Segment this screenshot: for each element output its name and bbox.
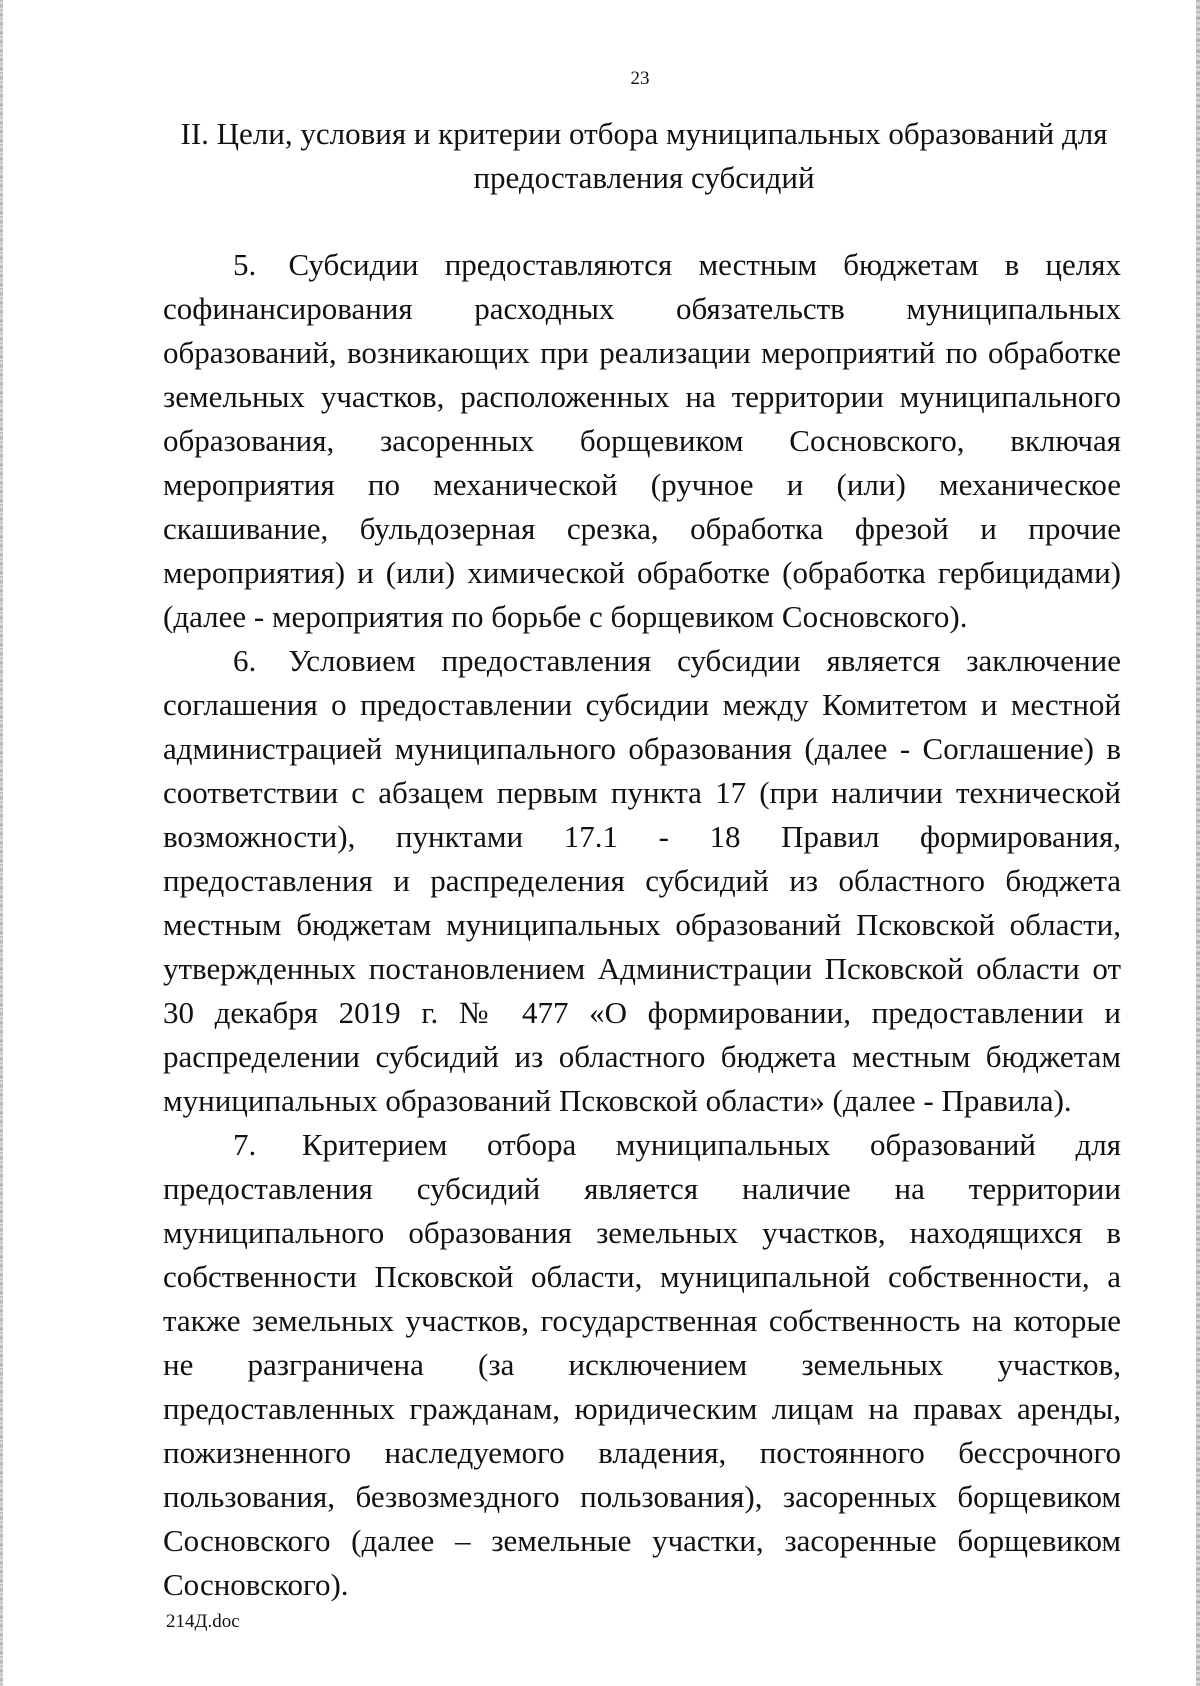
page-number: 23 bbox=[630, 68, 650, 89]
section-title bbox=[163, 112, 1125, 200]
document-body bbox=[163, 243, 1121, 1607]
paragraph-5 bbox=[163, 243, 1121, 639]
scan-edge-right bbox=[1196, 0, 1200, 1686]
paragraph-text: Условием предоставления субсидии является заключение соглашения о предоставлении субсидии между Комитетом и местной администрацией муниципального образования (далее - Соглашение) в соответствии с абзацем первым пункта 17 (при наличии технической возможности), пунктами 17.1 - 18 Правил формирования, предоставления и распределения субсидий из областного бюджета местным бюджетам муниципальных образований Псковской области, утвержденных постановлением Администрации Псковской области от 30 декабря 2019 г. № 477 «О формировании, предоставлении и распределении субсидий из областного бюджета местным бюджетам муниципальных образований Псковской области» (далее - Правила). bbox=[163, 643, 1121, 1118]
footer-filename: 214Д.doc bbox=[166, 1611, 240, 1632]
paragraph-text: Субсидии предоставляются местным бюджетам в целях софинансирования расходных обязательств муниципальных образований, возникающих при реализации мероприятий по обработке земельных участков, расположенных на территории муниципального образования, засоренных борщевиком Сосновского, включая мероприятия по механической (ручное и (или) механическое скашивание, бульдозерная срезка, обработка фрезой и прочие мероприятия) и (или) химической обработке (обработка гербицидами) (далее - мероприятия по борьбе с борщевиком Сосновского). bbox=[163, 247, 1121, 634]
section-title-line-2: предоставления субсидий bbox=[473, 160, 815, 195]
paragraph-number: 7. bbox=[233, 1127, 257, 1162]
paragraph-6 bbox=[163, 639, 1121, 1123]
paragraph-text: Критерием отбора муниципальных образований для предоставления субсидий является наличие на территории муниципального образования земельных участков, находящихся в собственности Псковской области, муниципальной собственности, а также земельных участков, государственная собственность на которые не разграничена (за исключением земельных участков, предоставленных гражданам, юридическим лицам на правах аренды, пожизненного наследуемого владения, постоянного бессрочного пользования, безвозмездного пользования), засоренных борщевиком Сосновского (далее – земельные участки, засоренные борщевиком Сосновского). bbox=[163, 1127, 1122, 1602]
paragraph-number: 6. bbox=[233, 643, 257, 678]
scan-edge-left bbox=[0, 0, 3, 1686]
section-title-line-1: II. Цели, условия и критерии отбора муниципальных образований для bbox=[180, 116, 1108, 151]
paragraph-7 bbox=[163, 1123, 1121, 1607]
paragraph-number: 5. bbox=[233, 247, 257, 282]
